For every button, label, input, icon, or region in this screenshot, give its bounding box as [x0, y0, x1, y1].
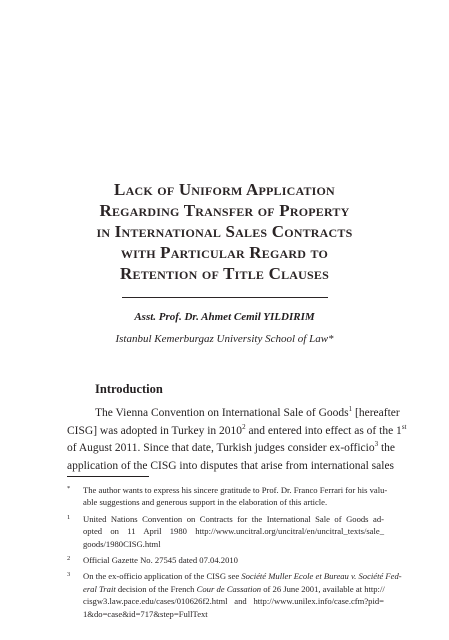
title-line: Lack of Uniform Application	[114, 180, 335, 199]
footnote-line: able suggestions and generous support in the elaboration of this article.	[83, 497, 328, 508]
footnote-line: eral Trait decision of the French Cour de Cassation of 26 June 2001, available at http://	[83, 583, 385, 594]
footnote-divider	[67, 476, 149, 477]
body-line: of August 2011. Since that date, Turkish judges consider ex-officio$^3$ the	[67, 440, 396, 454]
footnote-line: Official Gazette No. 27545 dated 07.04.2010	[83, 555, 238, 566]
body-line: application of the CISG into disputes that arise from international sales	[67, 459, 395, 472]
footnote-line: United Nations Convention on Contracts for the International Sale of Goods ad-	[83, 513, 384, 524]
body-line: CISG] was adopted in Turkey in 2010$^2$ and entered into effect as of the 1st	[67, 422, 407, 437]
footnote	[67, 484, 388, 509]
footnote-ref: 2	[242, 422, 246, 431]
title-line: with Particular Regard to	[120, 243, 329, 262]
title-line: Retention of Title Clauses	[120, 264, 329, 283]
footnote-line: 1&do=case&id=717&step=FullText	[83, 608, 208, 619]
body-paragraph	[67, 405, 407, 475]
footnote-line: opted on 11 April 1980 http://www.uncitral.org/uncitral/en/uncitral_texts/sale_	[83, 526, 384, 537]
footnote-ref: 3	[374, 440, 379, 448]
footnote-ref: 1	[348, 405, 353, 413]
title-divider	[122, 297, 328, 298]
title-line: in International Sales Contracts	[96, 222, 353, 241]
body-line: The Vienna Convention on International Sale of Goods$^1$ [hereafter	[95, 405, 400, 419]
footnote	[67, 554, 384, 566]
footnote-mark: 1	[67, 513, 71, 521]
footnote-mark: *	[67, 485, 71, 492]
footnote-line: The author wants to express his sincere gratitude to Prof. Dr. Franco Ferrari for his valu-	[83, 485, 388, 495]
footnote-mark: 2	[67, 555, 71, 563]
footnote	[67, 513, 384, 550]
author-affiliation: Istanbul Kemerburgaz University School of Law*	[115, 333, 334, 345]
footnote-mark: 3	[67, 571, 71, 579]
footnotes	[67, 484, 402, 624]
footnote-line: On the ex-officio application of the CISG see Société Muller Ecole et Bureau v. Société Fed-	[83, 571, 402, 582]
footnote-line: goods/1980CISG.html	[83, 538, 161, 549]
footnote-line: cisgw3.law.pace.edu/cases/010626f2.html and http://www.unilex.info/case.cfm?pid=	[83, 596, 384, 607]
section-heading: Introduction	[95, 382, 163, 396]
author-name: Asst. Prof. Dr. Ahmet Cemil YILDIRIM	[134, 311, 315, 323]
title-line: Regarding Transfer of Property	[99, 201, 350, 220]
article-title	[40, 179, 409, 284]
footnote	[67, 570, 402, 620]
